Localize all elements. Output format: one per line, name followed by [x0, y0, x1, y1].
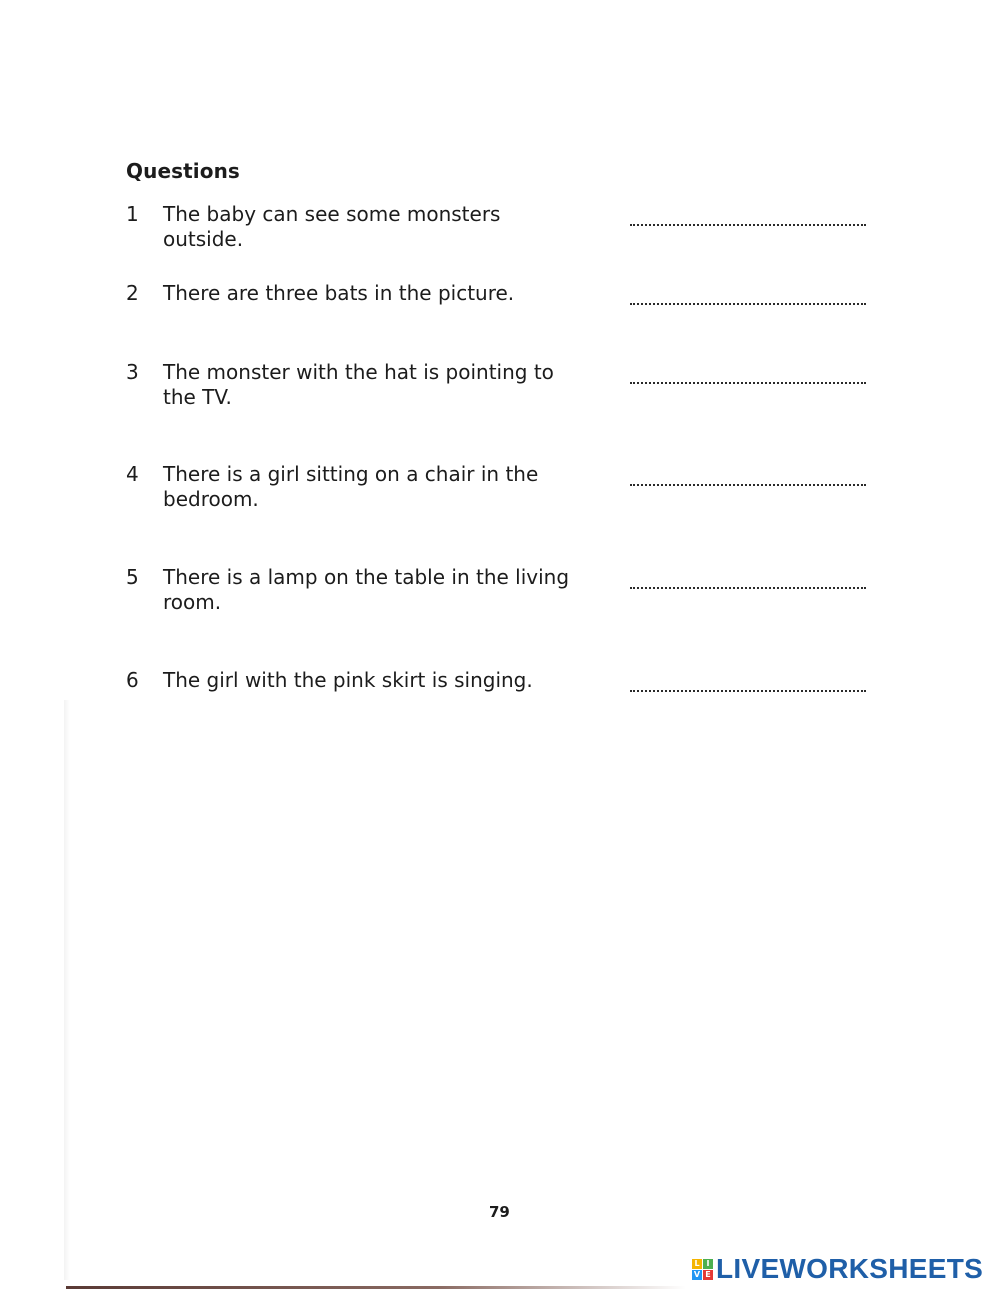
question-number: 2: [126, 281, 139, 305]
question-text: There is a girl sitting on a chair in the bedroom.: [163, 462, 539, 511]
page-edge: [66, 1286, 686, 1289]
question-text: There is a lamp on the table in the living room.: [163, 565, 570, 614]
question-text: There are three bats in the picture.: [163, 281, 515, 305]
questions-heading: Questions: [126, 159, 240, 183]
logo-tile: I: [703, 1259, 713, 1269]
answer-field-4[interactable]: [630, 462, 866, 486]
logo-text: LIVEWORKSHEETS: [716, 1253, 984, 1284]
page-number: 79: [489, 1203, 510, 1221]
question-number: 4: [126, 462, 139, 486]
answer-field-5[interactable]: [630, 565, 866, 589]
logo-tile: V: [693, 1269, 701, 1279]
page-shadow: [64, 700, 70, 1280]
question-number: 1: [126, 202, 139, 226]
logo-icon: [692, 1259, 713, 1280]
answer-field-1[interactable]: [630, 202, 866, 226]
question-text: The monster with the hat is pointing to the TV.: [163, 360, 554, 409]
liveworksheets-logo[interactable]: [692, 1253, 983, 1285]
question-number: 5: [126, 565, 139, 589]
logo-tile: L: [692, 1259, 702, 1269]
question-number: 6: [126, 668, 139, 692]
question-text: The girl with the pink skirt is singing.: [163, 668, 533, 692]
logo-tile: E: [703, 1270, 713, 1280]
answer-field-2[interactable]: [630, 281, 866, 305]
answer-field-3[interactable]: [630, 360, 866, 384]
question-text: The baby can see some monsters outside.: [163, 202, 501, 251]
question-number: 3: [126, 360, 139, 384]
answer-field-6[interactable]: [630, 668, 866, 692]
